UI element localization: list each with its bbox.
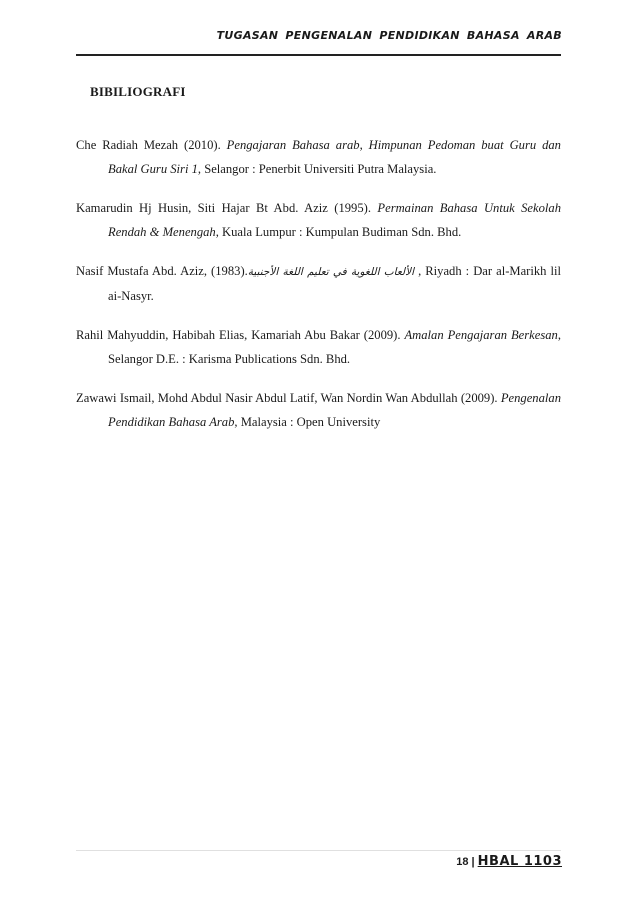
reference-author: Kamarudin Hj Husin, Siti Hajar Bt Abd. Aziz (1995). <box>76 200 378 215</box>
reference-publisher: , Selangor D.E. : Karisma Publications Sdn. Bhd. <box>108 327 562 366</box>
reference-publisher: , Riyadh : Dar al-Marikh lil ai-Nasyr. <box>108 263 562 303</box>
reference-author: Nasif Mustafa Abd. Aziz, (1983). <box>76 263 248 278</box>
reference-author: Zawawi Ismail, Mohd Abdul Nasir Abdul Latif, Wan Nordin Wan Abdullah (2009). <box>76 390 501 405</box>
course-code: HBAL 1103 <box>477 854 562 869</box>
reference-title: Pengajaran Bahasa arab, Himpunan Pedoman buat Guru dan Bakal Guru Siri 1 <box>108 137 561 176</box>
reference-title-arabic: الألعاب اللغوية في تعليم اللغة الأجنبية <box>247 265 415 278</box>
reference-list <box>76 120 561 449</box>
reference-title: Amalan Pengajaran Berkesan <box>404 327 558 342</box>
reference-author: Rahil Mahyuddin, Habibah Elias, Kamariah Abu Bakar (2009). <box>76 327 405 342</box>
reference-publisher: , Selangor : Penerbit Universiti Putra Malaysia. <box>197 161 437 176</box>
reference-entry <box>76 196 561 244</box>
reference-entry <box>76 323 561 371</box>
page-number: 18 <box>456 856 469 868</box>
reference-entry <box>76 133 561 181</box>
reference-author: Che Radiah Mezah (2010). <box>76 137 227 152</box>
reference-publisher: , Kuala Lumpur : Kumpulan Budiman Sdn. Bhd. <box>215 224 462 239</box>
footer-divider <box>76 850 561 851</box>
reference-publisher: , Malaysia : Open University <box>234 414 381 429</box>
reference-title: Permainan Bahasa Untuk Sekolah Rendah & Menengah <box>108 200 561 239</box>
footer-separator: | <box>468 856 478 868</box>
running-header: TUGASAN PENGENALAN PENDIDIKAN BAHASA ARAB <box>216 29 562 42</box>
page-footer <box>0 854 562 869</box>
header-divider <box>76 54 561 56</box>
reference-entry <box>76 386 561 434</box>
bibliography-heading: BIBILIOGRAFI <box>90 84 186 99</box>
reference-entry <box>76 259 561 308</box>
reference-title: Pengenalan Pendidikan Bahasa Arab <box>108 390 561 429</box>
